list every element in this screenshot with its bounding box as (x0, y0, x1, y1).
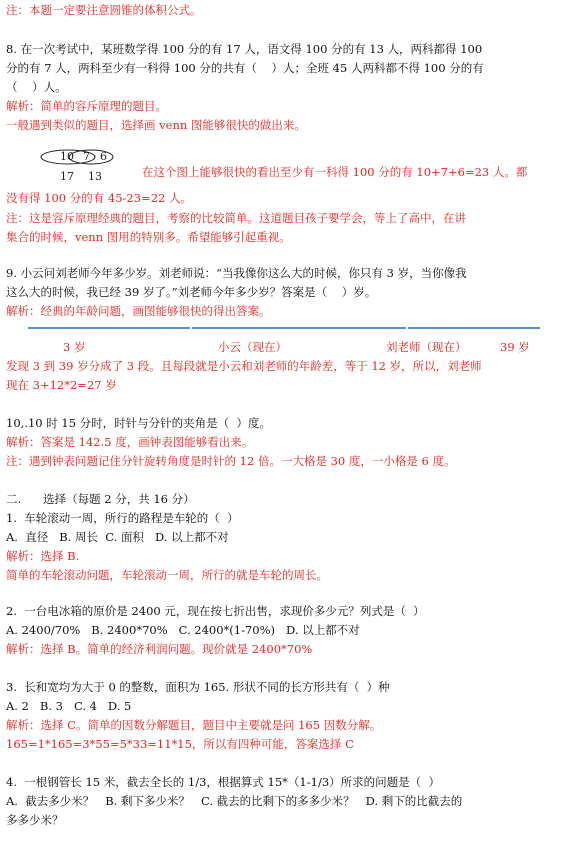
choice-1-options: A. 直径 B. 周长 C. 面积 D. 以上都不对 (6, 530, 229, 544)
choice-2-options: A. 2400/70% B. 2400*70% C. 2400*(1-70%) D. 以上都不对 (6, 623, 360, 637)
choice-1-analysis-1: 解析：选择 B. (6, 549, 80, 563)
timeline-label-xiaoyun: 小云（现在） (218, 340, 287, 354)
timeline-segment-3 (408, 327, 540, 329)
choice-2-analysis: 解析：选择 B。简单的经济利润问题。现价就是 2400*70% (6, 642, 313, 656)
analysis-8-line-2: 一般遇到类似的题目，选择画 venn 图能够很快的做出来。 (6, 118, 306, 132)
choice-4-options-2: 多多少米？ (6, 813, 64, 827)
note-10: 注：遇到钟表问题记住分针旋转角度是时针的 12 倍。一大格是 30 度，一小格是 6 度。 (6, 454, 456, 468)
choice-3-analysis-2: 165=1*165=3*55=5*33=11*15，所以有四种可能，答案选择 C (6, 737, 354, 751)
analysis-9-line-2: 发现 3 到 39 岁分成了 3 段。且每段就是小云和刘老师的年龄差，等于 12 岁，所以，刘老师 (6, 359, 482, 373)
choice-3-options: A. 2 B. 3 C. 4 D. 5 (6, 699, 132, 713)
question-8-line-1: 8. 在一次考试中，某班数学得 100 分的有 17 人，语文得 100 分的有 13 人，两科都得 100 (6, 42, 483, 56)
choice-4-question: 4. 一根钢管长 15 米，截去全长的 1/3，根据算式 15*（1-1/3）所求的问题是（ ） (6, 775, 440, 789)
analysis-8-line-1: 解析：简单的容斥原理的题目。 (6, 99, 167, 113)
choice-3-question: 3. 长和宽均为大于 0 的整数，面积为 165. 形状不同的长方形共有（ ）种 (6, 680, 390, 694)
choice-4-options-1: A. 截去多少米？ B. 剩下多少米？ C. 截去的比剩下的多多少米？ D. 剩下的比截去的 (6, 794, 463, 808)
question-9-line-2: 这么大的时候，我已经 39 岁了。”刘老师今年多少岁？答案是（ ）岁。 (6, 285, 377, 299)
venn-under-labels: 17 13 (60, 170, 102, 183)
note-8-line-2: 集合的时候，venn 图用的特别多。希望能够引起重视。 (6, 230, 291, 244)
analysis-9-line-1: 解析：经典的年龄问题，画图能够很快的得出答案。 (6, 304, 271, 318)
timeline-segment-2 (192, 327, 406, 329)
timeline-label-3: 3 岁 (63, 340, 86, 354)
question-9-line-1: 9. 小云问刘老师今年多少岁。刘老师说：“当我像你这么大的时候，你只有 3 岁，当你像我 (6, 266, 467, 280)
choice-1-question: 1. 车轮滚动一周，所行的路程是车轮的（ ） (6, 511, 239, 525)
venn-diagram (36, 146, 120, 182)
analysis-8-line-3: 在这个图上能够很快的看出至少有一科得 100 分的有 10+7+6=23 人。都 (142, 165, 528, 179)
question-8-line-3: （ ）人。 (6, 80, 67, 94)
timeline-label-liu: 刘老师（现在） (386, 340, 467, 354)
timeline-segment-1 (28, 327, 190, 329)
note-8-line-1: 注：这是容斥原理经典的题目，考察的比较简单。这道题目孩子要学会，等上了高中，在讲 (6, 211, 466, 225)
venn-value-c: 6 (100, 150, 107, 163)
section-2-heading: 二. 选择（每题 2 分，共 16 分） (6, 492, 195, 506)
venn-value-b: 7 (83, 150, 90, 163)
venn-value-a: 10 (60, 150, 74, 163)
analysis-8-line-4: 没有得 100 分的有 45-23=22 人。 (6, 191, 192, 205)
analysis-9-line-3: 现在 3+12*2=27 岁 (6, 378, 117, 392)
note-cone-volume: 注：本题一定要注意圆锥的体积公式。 (6, 3, 202, 17)
choice-1-analysis-2: 简单的车轮滚动问题，车轮滚动一周，所行的就是车轮的周长。 (6, 568, 328, 582)
timeline-label-39: 39 岁 (500, 340, 530, 354)
choice-2-question: 2. 一台电冰箱的原价是 2400 元，现在按七折出售，求现价多少元？列式是（ ） (6, 604, 425, 618)
analysis-10: 解析：答案是 142.5 度，画钟表图能够看出来。 (6, 435, 254, 449)
question-8-line-2: 分的有 7 人，两科至少有一科得 100 分的共有（ ）人；全班 45 人两科都不得 100 分的有 (6, 61, 484, 75)
question-10: 10,.10 时 15 分时，时针与分针的夹角是（ ）度。 (6, 416, 271, 430)
choice-3-analysis-1: 解析：选择 C。简单的因数分解题目，题目中主要就是问 165 因数分解。 (6, 718, 382, 732)
